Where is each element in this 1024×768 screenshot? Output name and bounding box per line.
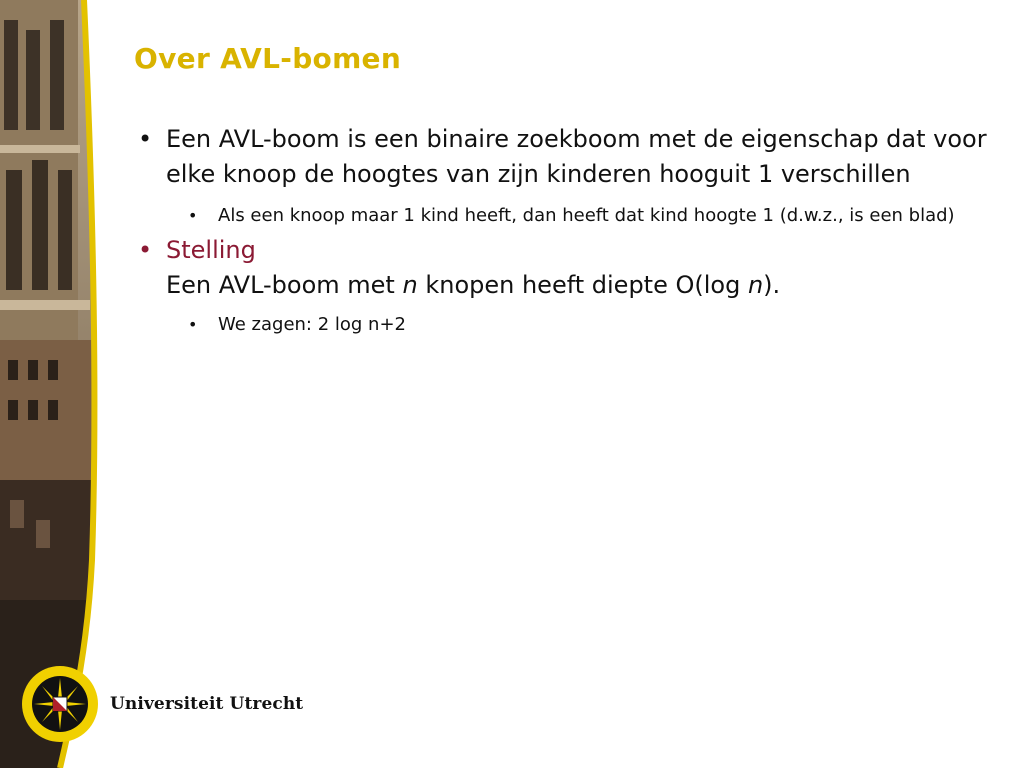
subbullet-text: We zagen: 2 log n+2: [218, 314, 406, 335]
bullet-dot: •: [138, 236, 153, 264]
bullet-avl-definition: [132, 122, 992, 192]
slide-content: [132, 122, 992, 342]
statement-part: knopen heeft diepte O(log: [417, 271, 748, 299]
bullet-dot: •: [138, 125, 153, 153]
slide-title: Over AVL-bomen: [134, 42, 402, 75]
university-seal-icon: [18, 664, 108, 744]
subbullet-text: Als een knoop maar 1 kind heeft, dan heeft dat kind hoogte 1 (d.w.z., is een blad): [218, 205, 955, 226]
bullet-text: Een AVL-boom is een binaire zoekboom met de eigenschap dat voor elke knoop de hoogtes van zijn kinderen hooguit 1 verschillen: [166, 125, 987, 188]
bullet-dot: •: [188, 206, 198, 225]
subbullet-one-child: [184, 198, 992, 233]
bullet-stelling: [132, 233, 992, 303]
bullet-dot: •: [188, 315, 198, 334]
stelling-statement: [166, 268, 992, 303]
subbullet-we-zagen: [184, 307, 992, 342]
statement-part: ).: [763, 271, 781, 299]
statement-variable-n: n: [747, 271, 764, 299]
stelling-heading: Stelling: [166, 236, 256, 264]
statement-part: Een AVL-boom met: [166, 271, 403, 299]
university-name: Universiteit Utrecht: [110, 694, 304, 714]
cathedral-photo-strip: [0, 0, 110, 768]
statement-variable-n: n: [402, 271, 418, 299]
